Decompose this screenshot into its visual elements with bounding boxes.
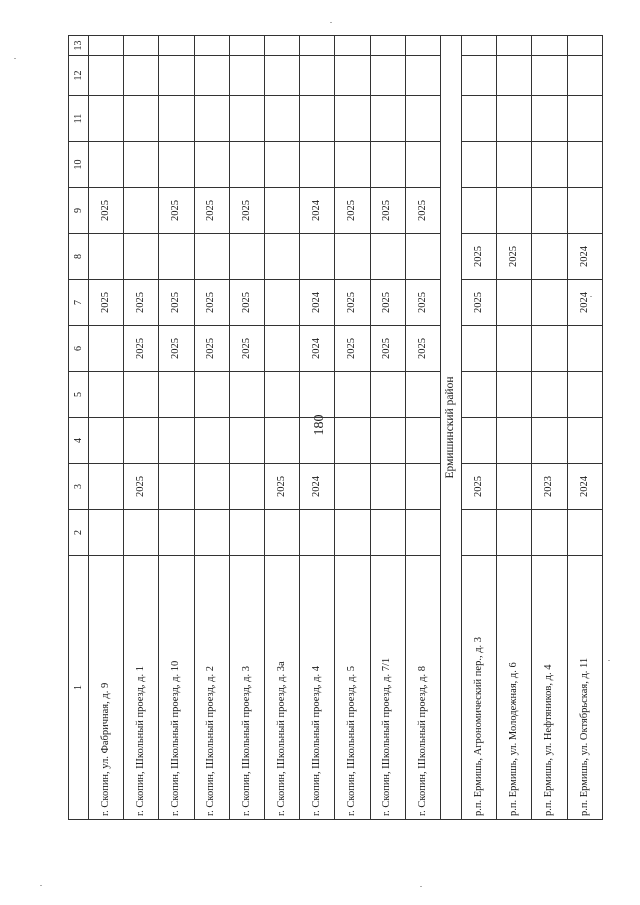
column-header: 13 <box>69 36 89 56</box>
year-cell <box>532 280 567 326</box>
year-cell <box>462 96 497 142</box>
year-cell <box>335 56 370 96</box>
year-cell <box>532 36 567 56</box>
table-row <box>300 36 335 820</box>
year-cell <box>159 464 194 510</box>
year-cell <box>567 188 602 234</box>
address-cell: г. Скопин, Школьный проезд, д. 5 <box>335 556 370 820</box>
year-cell <box>405 56 440 96</box>
year-cell <box>462 56 497 96</box>
year-cell <box>462 510 497 556</box>
address-cell: р.п. Ермишь, ул. Нефтяников, д. 4 <box>532 556 567 820</box>
column-header: 12 <box>69 56 89 96</box>
year-cell <box>405 418 440 464</box>
year-cell <box>194 36 229 56</box>
scan-speck <box>608 660 610 661</box>
table-row <box>532 36 567 820</box>
year-cell: 2025 <box>229 326 264 372</box>
year-cell <box>370 372 405 418</box>
year-cell <box>370 464 405 510</box>
address-cell: г. Скопин, ул. Фабричная, д. 9 <box>89 556 124 820</box>
year-cell <box>462 372 497 418</box>
year-cell: 2024 <box>567 280 602 326</box>
year-cell <box>567 372 602 418</box>
year-cell: 2025 <box>462 280 497 326</box>
year-cell <box>567 418 602 464</box>
year-cell <box>265 56 300 96</box>
year-cell <box>89 56 124 96</box>
year-cell <box>265 188 300 234</box>
year-cell <box>229 464 264 510</box>
table-row <box>159 36 194 820</box>
year-cell <box>335 142 370 188</box>
year-cell: 2025 <box>194 188 229 234</box>
year-cell <box>89 326 124 372</box>
year-cell <box>300 56 335 96</box>
year-cell <box>89 372 124 418</box>
year-cell <box>124 510 159 556</box>
table-row <box>335 36 370 820</box>
year-cell <box>89 510 124 556</box>
year-cell <box>89 464 124 510</box>
year-cell <box>405 142 440 188</box>
year-cell <box>124 56 159 96</box>
year-cell <box>370 142 405 188</box>
year-cell <box>370 96 405 142</box>
year-cell <box>89 234 124 280</box>
year-cell <box>229 510 264 556</box>
year-cell <box>229 142 264 188</box>
year-cell: 2025 <box>405 188 440 234</box>
year-cell <box>335 510 370 556</box>
scan-speck <box>14 58 16 59</box>
column-header: 1 <box>69 556 89 820</box>
year-cell <box>159 372 194 418</box>
year-cell <box>300 36 335 56</box>
year-cell: 2024 <box>300 464 335 510</box>
address-cell: г. Скопин, Школьный проезд, д. 8 <box>405 556 440 820</box>
column-header: 11 <box>69 96 89 142</box>
year-cell <box>300 418 335 464</box>
year-cell <box>194 510 229 556</box>
address-cell: р.п. Ермишь, ул. Молодежная, д. 6 <box>497 556 532 820</box>
year-cell <box>532 372 567 418</box>
year-cell <box>300 142 335 188</box>
section-row <box>441 36 462 820</box>
year-cell <box>194 234 229 280</box>
year-cell <box>567 510 602 556</box>
year-cell <box>300 234 335 280</box>
year-cell <box>159 510 194 556</box>
year-cell <box>265 418 300 464</box>
year-cell <box>194 96 229 142</box>
year-cell <box>462 36 497 56</box>
year-cell <box>335 36 370 56</box>
year-cell: 2025 <box>370 280 405 326</box>
year-cell <box>194 56 229 96</box>
year-cell <box>229 372 264 418</box>
column-header: 6 <box>69 326 89 372</box>
year-cell: 2025 <box>462 234 497 280</box>
year-cell <box>532 418 567 464</box>
address-cell: г. Скопин, Школьный проезд, д. 4 <box>300 556 335 820</box>
year-cell <box>497 96 532 142</box>
table-row <box>567 36 602 820</box>
year-cell <box>265 234 300 280</box>
column-header: 2 <box>69 510 89 556</box>
year-cell: 2025 <box>335 326 370 372</box>
year-cell <box>194 372 229 418</box>
year-cell <box>194 464 229 510</box>
year-cell <box>462 142 497 188</box>
year-cell: 2025 <box>89 280 124 326</box>
year-cell <box>265 142 300 188</box>
year-cell <box>532 510 567 556</box>
table-row <box>497 36 532 820</box>
year-cell <box>229 56 264 96</box>
year-cell <box>229 234 264 280</box>
page-number: 180 <box>312 414 327 436</box>
year-cell: 2025 <box>370 188 405 234</box>
year-cell: 2025 <box>405 280 440 326</box>
year-cell <box>229 418 264 464</box>
year-cell <box>497 56 532 96</box>
year-cell <box>124 142 159 188</box>
year-cell <box>532 234 567 280</box>
year-cell <box>567 56 602 96</box>
year-cell <box>532 56 567 96</box>
table-container <box>68 36 603 820</box>
year-cell <box>462 188 497 234</box>
header-row <box>69 36 89 820</box>
year-cell <box>229 36 264 56</box>
year-cell <box>370 36 405 56</box>
year-cell <box>567 326 602 372</box>
year-cell <box>124 96 159 142</box>
year-cell: 2025 <box>124 280 159 326</box>
year-cell: 2025 <box>405 326 440 372</box>
year-cell <box>89 142 124 188</box>
schedule-table <box>68 35 603 820</box>
table-row <box>229 36 264 820</box>
year-cell <box>370 234 405 280</box>
address-cell: г. Скопин, Школьный проезд, д. 10 <box>159 556 194 820</box>
year-cell: 2025 <box>335 188 370 234</box>
year-cell <box>497 188 532 234</box>
year-cell: 2025 <box>370 326 405 372</box>
year-cell <box>497 510 532 556</box>
year-cell <box>335 234 370 280</box>
year-cell <box>405 36 440 56</box>
year-cell <box>462 326 497 372</box>
year-cell <box>567 36 602 56</box>
year-cell <box>159 36 194 56</box>
table-row <box>89 36 124 820</box>
year-cell: 2025 <box>265 464 300 510</box>
year-cell: 2025 <box>159 188 194 234</box>
year-cell <box>265 372 300 418</box>
year-cell <box>89 36 124 56</box>
year-cell: 2025 <box>159 326 194 372</box>
year-cell <box>300 510 335 556</box>
year-cell: 2025 <box>159 280 194 326</box>
scan-speck <box>590 296 592 297</box>
address-cell: г. Скопин, Школьный проезд, д. 1 <box>124 556 159 820</box>
address-cell: р.п. Ермишь, Агрономический пер., д. 3 <box>462 556 497 820</box>
year-cell <box>335 464 370 510</box>
column-header: 4 <box>69 418 89 464</box>
year-cell <box>405 464 440 510</box>
year-cell <box>124 372 159 418</box>
column-header: 8 <box>69 234 89 280</box>
year-cell <box>370 56 405 96</box>
section-title: Ермишинский район <box>441 36 462 820</box>
scan-speck <box>330 22 332 23</box>
address-cell: р.п. Ермишь, ул. Октябрьская, д. 11 <box>567 556 602 820</box>
year-cell: 2024 <box>567 464 602 510</box>
year-cell <box>370 510 405 556</box>
year-cell <box>497 142 532 188</box>
year-cell <box>405 510 440 556</box>
year-cell <box>124 188 159 234</box>
column-header: 9 <box>69 188 89 234</box>
year-cell <box>265 326 300 372</box>
year-cell <box>497 280 532 326</box>
scan-speck <box>420 886 422 887</box>
year-cell <box>265 36 300 56</box>
table-row <box>265 36 300 820</box>
year-cell <box>124 234 159 280</box>
year-cell: 2025 <box>194 280 229 326</box>
year-cell <box>194 418 229 464</box>
column-header: 7 <box>69 280 89 326</box>
column-header: 10 <box>69 142 89 188</box>
table-row <box>124 36 159 820</box>
address-cell: г. Скопин, Школьный проезд, д. 3 <box>229 556 264 820</box>
year-cell <box>300 96 335 142</box>
year-cell: 2023 <box>532 464 567 510</box>
year-cell: 2024 <box>300 280 335 326</box>
address-cell: г. Скопин, Школьный проезд, д. 2 <box>194 556 229 820</box>
year-cell: 2025 <box>194 326 229 372</box>
year-cell: 2025 <box>124 326 159 372</box>
year-cell <box>89 96 124 142</box>
year-cell <box>405 372 440 418</box>
year-cell: 2024 <box>567 234 602 280</box>
table-row <box>405 36 440 820</box>
year-cell <box>497 372 532 418</box>
year-cell <box>532 188 567 234</box>
year-cell <box>159 418 194 464</box>
year-cell <box>567 142 602 188</box>
year-cell <box>497 464 532 510</box>
year-cell <box>229 96 264 142</box>
year-cell <box>335 96 370 142</box>
year-cell: 2025 <box>335 280 370 326</box>
year-cell <box>567 96 602 142</box>
column-header: 3 <box>69 464 89 510</box>
table-row <box>462 36 497 820</box>
year-cell <box>124 418 159 464</box>
year-cell: 2025 <box>124 464 159 510</box>
year-cell <box>265 96 300 142</box>
year-cell <box>405 96 440 142</box>
year-cell <box>300 372 335 418</box>
year-cell <box>159 96 194 142</box>
year-cell: 2025 <box>497 234 532 280</box>
year-cell <box>532 142 567 188</box>
year-cell: 2025 <box>89 188 124 234</box>
year-cell <box>497 36 532 56</box>
year-cell <box>497 326 532 372</box>
year-cell <box>159 142 194 188</box>
year-cell <box>497 418 532 464</box>
address-cell: г. Скопин, Школьный проезд, д. 7/1 <box>370 556 405 820</box>
year-cell: 2025 <box>229 188 264 234</box>
table-row <box>194 36 229 820</box>
year-cell <box>532 326 567 372</box>
year-cell: 2025 <box>229 280 264 326</box>
year-cell <box>405 234 440 280</box>
column-header: 5 <box>69 372 89 418</box>
table-row <box>370 36 405 820</box>
year-cell <box>159 56 194 96</box>
year-cell <box>265 510 300 556</box>
year-cell: 2024 <box>300 326 335 372</box>
scan-speck <box>40 885 42 886</box>
year-cell <box>265 280 300 326</box>
year-cell <box>194 142 229 188</box>
year-cell <box>89 418 124 464</box>
year-cell <box>370 418 405 464</box>
year-cell: 2025 <box>462 464 497 510</box>
year-cell <box>335 418 370 464</box>
year-cell <box>159 234 194 280</box>
year-cell <box>124 36 159 56</box>
year-cell: 2024 <box>300 188 335 234</box>
address-cell: г. Скопин, Школьный проезд, д. 3а <box>265 556 300 820</box>
year-cell <box>335 372 370 418</box>
year-cell <box>462 418 497 464</box>
year-cell <box>532 96 567 142</box>
